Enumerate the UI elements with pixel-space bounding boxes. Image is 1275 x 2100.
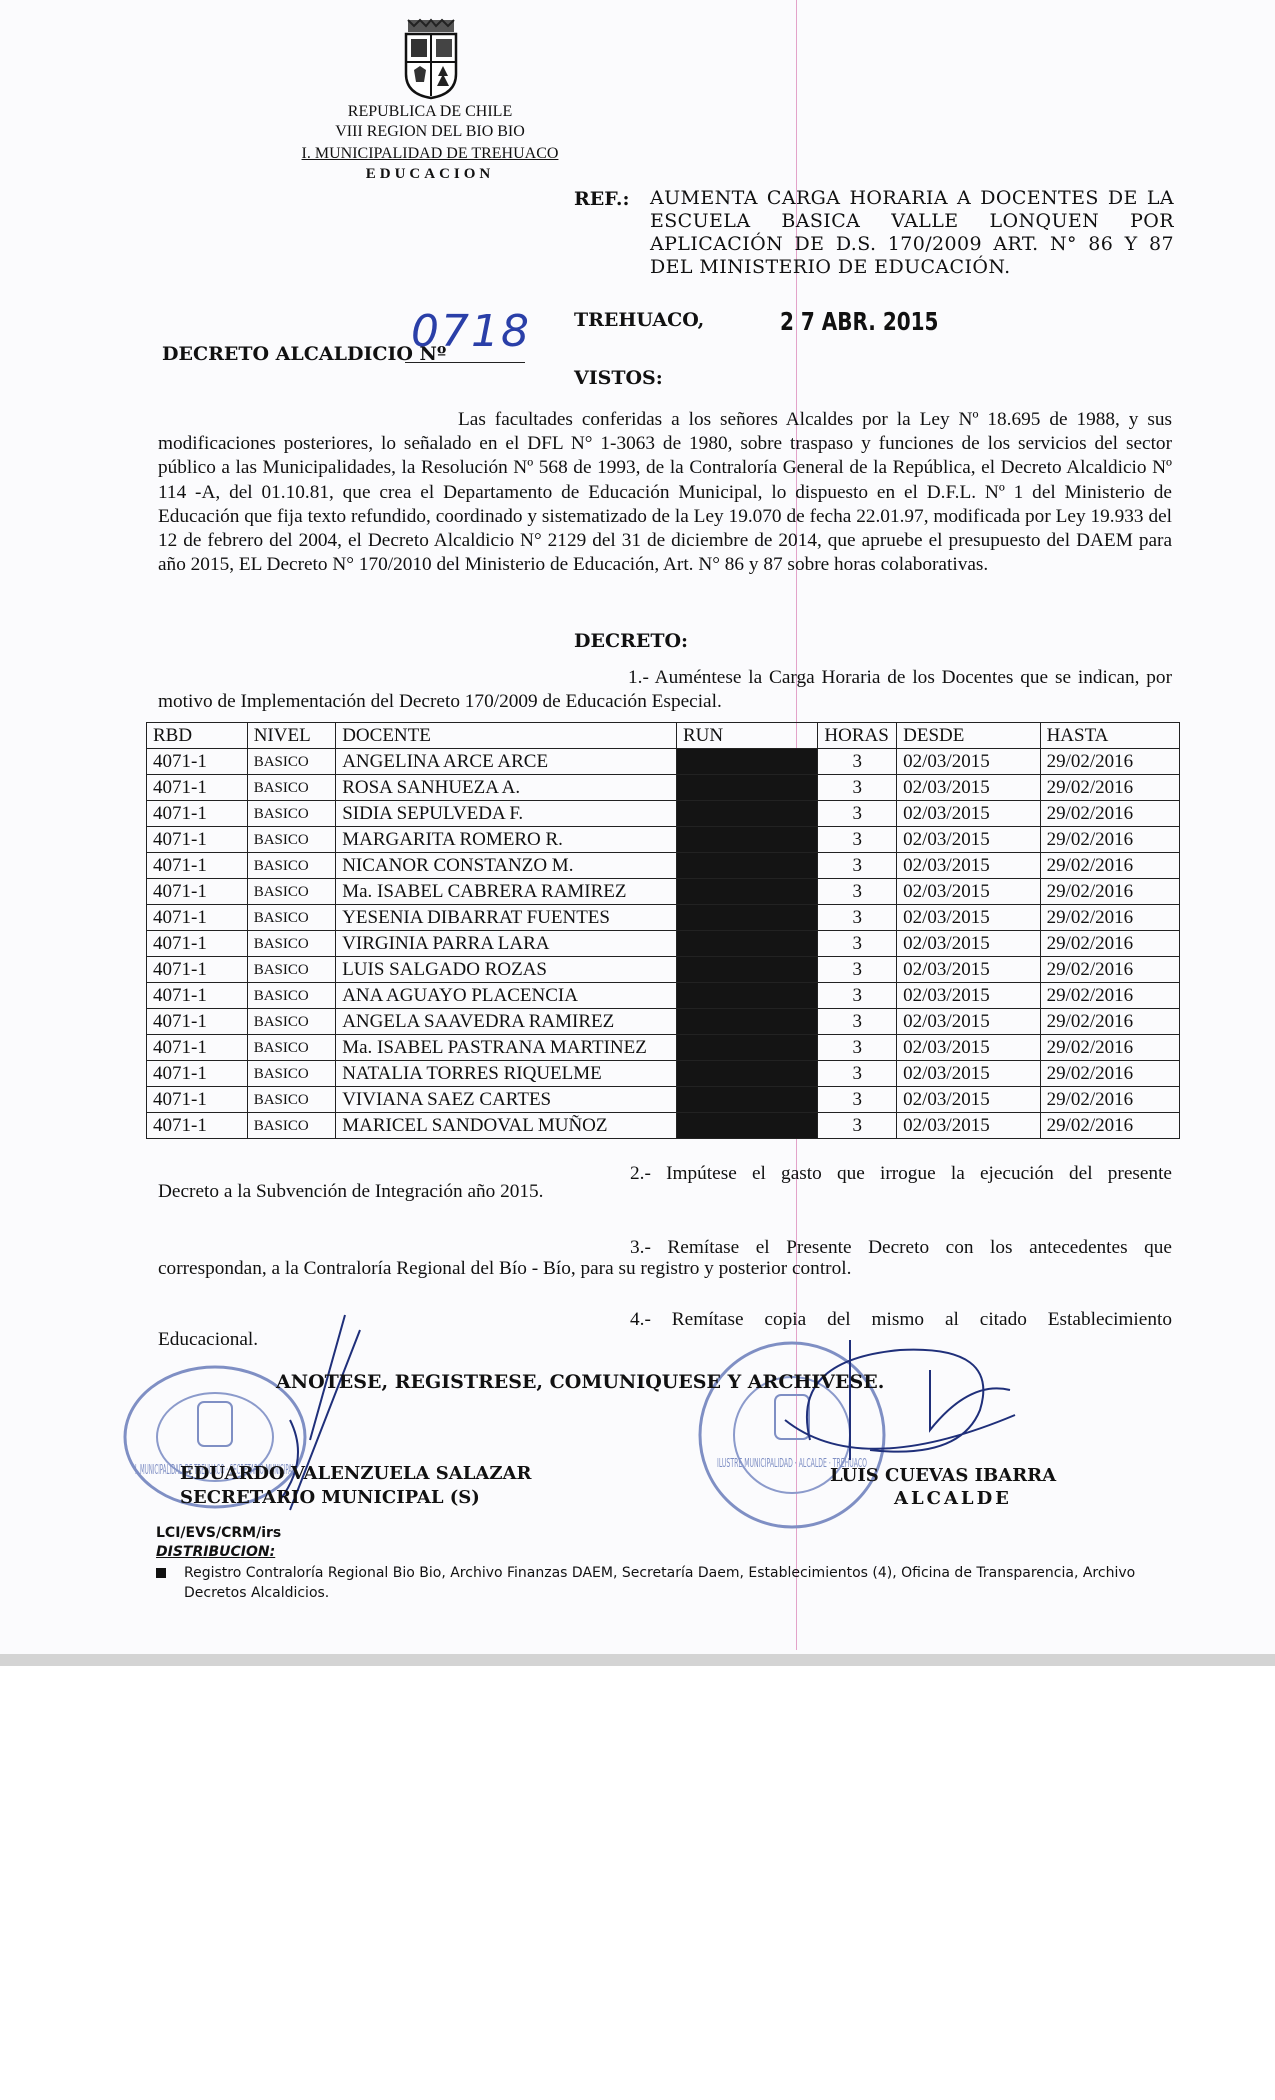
cell-hasta: 29/02/2016 (1040, 1087, 1179, 1113)
cell-run (677, 879, 818, 905)
decreto-item-3a: 3.- Remítase el Presente Decreto con los antecedentes que (630, 1237, 1172, 1258)
table-row (147, 1061, 1180, 1087)
cell-nivel: BASICO (247, 827, 336, 853)
cell-docente: SIDIA SEPULVEDA F. (336, 801, 677, 827)
cell-docente: Ma. ISABEL CABRERA RAMIREZ (336, 879, 677, 905)
cell-rbd: 4071-1 (147, 853, 248, 879)
cell-run (677, 931, 818, 957)
cell-nivel: BASICO (247, 1113, 336, 1139)
cell-nivel: BASICO (247, 983, 336, 1009)
place: TREHUACO, (574, 309, 705, 331)
cell-horas: 3 (818, 749, 897, 775)
cell-docente: ANGELINA ARCE ARCE (336, 749, 677, 775)
cell-desde: 02/03/2015 (897, 801, 1040, 827)
cell-rbd: 4071-1 (147, 905, 248, 931)
cell-horas: 3 (818, 931, 897, 957)
cell-nivel: BASICO (247, 749, 336, 775)
cell-rbd: 4071-1 (147, 931, 248, 957)
cell-rbd: 4071-1 (147, 775, 248, 801)
cell-horas: 3 (818, 1061, 897, 1087)
cell-run (677, 853, 818, 879)
cell-hasta: 29/02/2016 (1040, 1035, 1179, 1061)
cell-horas: 3 (818, 1087, 897, 1113)
cell-nivel: BASICO (247, 1035, 336, 1061)
mayor-signature (780, 1320, 1020, 1480)
cell-desde: 02/03/2015 (897, 1113, 1040, 1139)
table-row (147, 1009, 1180, 1035)
cell-run (677, 1009, 818, 1035)
table-row (147, 827, 1180, 853)
col-horas: HORAS (818, 723, 897, 749)
decreto-item-4b: Educacional. (158, 1329, 259, 1350)
cell-run (677, 1113, 818, 1139)
col-run: RUN (677, 723, 818, 749)
decreto-heading: DECRETO: (574, 630, 689, 652)
cell-rbd: 4071-1 (147, 1009, 248, 1035)
table-row (147, 983, 1180, 1009)
decree-number-line (405, 306, 531, 363)
table-row (147, 801, 1180, 827)
bullet-icon (156, 1568, 166, 1578)
cell-desde: 02/03/2015 (897, 827, 1040, 853)
table-row (147, 1113, 1180, 1139)
table-row (147, 905, 1180, 931)
cell-nivel: BASICO (247, 879, 336, 905)
cell-horas: 3 (818, 853, 897, 879)
table-row (147, 879, 1180, 905)
table-row (147, 749, 1180, 775)
cell-run (677, 983, 818, 1009)
cell-nivel: BASICO (247, 905, 336, 931)
region-line: VIII REGION DEL BIO BIO (335, 123, 525, 140)
cell-hasta: 29/02/2016 (1040, 853, 1179, 879)
cell-hasta: 29/02/2016 (1040, 905, 1179, 931)
cell-nivel: BASICO (247, 1061, 336, 1087)
cell-desde: 02/03/2015 (897, 879, 1040, 905)
cell-docente: MARICEL SANDOVAL MUÑOZ (336, 1113, 677, 1139)
vistos-text: Las facultades conferidas a los señores Alcaldes por la Ley Nº 18.695 de 1988, y sus modificaciones posteriores, lo señalado en el DFL N° 1-3063 de 1980, sobre traspaso y funciones de los servicios del sector público a las Municipalidades, la Resolución Nº 568 de 1993, de la Contraloría General de la República, el Decreto Alcaldicio Nº 114 -A, del 01.10.81, que crea el Departamento de Educación Municipal, lo dispuesto en el D.F.L. Nº 1 del Ministerio de Educación que fija texto refundido, coordinado y sistematizado de la Ley 19.070 de fecha 22.01.97, modificada por Ley 19.933 del 12 de febrero del 2004, el Decreto Alcaldicio N° 2129 del 31 de diciembre de 2014, que apruebe el presupuesto del DAEM para año 2015, EL Decreto N° 170/2010 del Ministerio de Educación, Art. N° 86 y 87 sobre horas colaborativas. (158, 409, 1172, 576)
cell-nivel: BASICO (247, 1087, 336, 1113)
ref-text: AUMENTA CARGA HORARIA A DOCENTES DE LA ESCUELA BASICA VALLE LONQUEN POR APLICACIÓN DE D.S. 170/2009 ART. N° 86 Y 87 DEL MINISTERIO DE EDUCACIÓN. (650, 187, 1174, 278)
cell-hasta: 29/02/2016 (1040, 1113, 1179, 1139)
scan-edge (0, 1654, 1275, 1666)
cell-horas: 3 (818, 1009, 897, 1035)
secretary-name: EDUARDO VALENZUELA SALAZAR (180, 1463, 532, 1484)
cell-run (677, 1061, 818, 1087)
cell-run (677, 775, 818, 801)
cell-nivel: BASICO (247, 775, 336, 801)
municipality-line: I. MUNICIPALIDAD DE TREHUACO (301, 145, 559, 162)
cell-run (677, 801, 818, 827)
cell-docente: MARGARITA ROMERO R. (336, 827, 677, 853)
cell-hasta: 29/02/2016 (1040, 957, 1179, 983)
cell-nivel: BASICO (247, 853, 336, 879)
decree-number-handwritten: 0718 (411, 306, 531, 357)
cell-rbd: 4071-1 (147, 749, 248, 775)
cell-hasta: 29/02/2016 (1040, 879, 1179, 905)
cell-hasta: 29/02/2016 (1040, 775, 1179, 801)
cell-rbd: 4071-1 (147, 827, 248, 853)
cell-docente: ANGELA SAAVEDRA RAMIREZ (336, 1009, 677, 1035)
table-row (147, 957, 1180, 983)
cell-rbd: 4071-1 (147, 1061, 248, 1087)
closing-formula: ANOTESE, REGISTRESE, COMUNIQUESE Y ARCHIVESE. (276, 1371, 885, 1393)
cell-run (677, 827, 818, 853)
cell-desde: 02/03/2015 (897, 749, 1040, 775)
cell-desde: 02/03/2015 (897, 957, 1040, 983)
cell-desde: 02/03/2015 (897, 931, 1040, 957)
cell-horas: 3 (818, 905, 897, 931)
cell-run (677, 749, 818, 775)
cell-nivel: BASICO (247, 957, 336, 983)
distribution-text: Registro Contraloría Regional Bio Bio, Archivo Finanzas DAEM, Secretaría Daem, Establecimientos (4), Oficina de Transparencia, Archivo Decretos Alcaldicios. (184, 1565, 1136, 1601)
distribution-label: DISTRIBUCION: (156, 1544, 276, 1560)
stamp-left-text: I. MUNICIPALIDAD DE TREHUACO · SECRETARIO MUNICIPAL (135, 1463, 296, 1478)
cell-horas: 3 (818, 1113, 897, 1139)
cell-hasta: 29/02/2016 (1040, 749, 1179, 775)
cell-rbd: 4071-1 (147, 983, 248, 1009)
cell-hasta: 29/02/2016 (1040, 1009, 1179, 1035)
col-nivel: NIVEL (247, 723, 336, 749)
cell-desde: 02/03/2015 (897, 853, 1040, 879)
cell-docente: LUIS SALGADO ROZAS (336, 957, 677, 983)
col-hasta: HASTA (1040, 723, 1179, 749)
decreto-item-4a: 4.- Remítase copia del mismo al citado Establecimiento (630, 1309, 1172, 1330)
cell-horas: 3 (818, 957, 897, 983)
cell-hasta: 29/02/2016 (1040, 983, 1179, 1009)
cell-run (677, 905, 818, 931)
cell-rbd: 4071-1 (147, 1087, 248, 1113)
cell-rbd: 4071-1 (147, 1035, 248, 1061)
secretary-title: SECRETARIO MUNICIPAL (S) (180, 1487, 480, 1508)
cell-docente: VIVIANA SAEZ CARTES (336, 1087, 677, 1113)
decreto-item-2b: Decreto a la Subvención de Integración año 2015. (158, 1181, 544, 1202)
cell-docente: NICANOR CONSTANZO M. (336, 853, 677, 879)
cell-desde: 02/03/2015 (897, 1009, 1040, 1035)
cell-desde: 02/03/2015 (897, 1061, 1040, 1087)
cell-horas: 3 (818, 827, 897, 853)
date-stamp: 2 7 ABR. 2015 (780, 307, 939, 336)
table-row (147, 775, 1180, 801)
cell-horas: 3 (818, 983, 897, 1009)
cell-horas: 3 (818, 879, 897, 905)
cell-rbd: 4071-1 (147, 801, 248, 827)
cell-rbd: 4071-1 (147, 879, 248, 905)
table-header-row (147, 723, 1180, 749)
table-row (147, 931, 1180, 957)
decree-number-label: DECRETO ALCALDICIO Nº (162, 343, 447, 365)
cell-docente: VIRGINIA PARRA LARA (336, 931, 677, 957)
cell-hasta: 29/02/2016 (1040, 931, 1179, 957)
decreto-item-3b: correspondan, a la Contraloría Regional del Bío - Bío, para su registro y posterior control. (158, 1258, 852, 1279)
col-docente: DOCENTE (336, 723, 677, 749)
cell-horas: 3 (818, 801, 897, 827)
cell-run (677, 1035, 818, 1061)
cell-nivel: BASICO (247, 1009, 336, 1035)
mayor-name: LUIS CUEVAS IBARRA (830, 1465, 1057, 1486)
department-line: EDUCACION (365, 166, 495, 182)
cell-docente: NATALIA TORRES RIQUELME (336, 1061, 677, 1087)
cell-run (677, 1087, 818, 1113)
cell-desde: 02/03/2015 (897, 775, 1040, 801)
table-row (147, 1087, 1180, 1113)
cell-docente: ANA AGUAYO PLACENCIA (336, 983, 677, 1009)
cell-hasta: 29/02/2016 (1040, 827, 1179, 853)
table-row (147, 1035, 1180, 1061)
cell-docente: Ma. ISABEL PASTRANA MARTINEZ (336, 1035, 677, 1061)
ref-label: REF.: (574, 188, 630, 210)
cell-docente: YESENIA DIBARRAT FUENTES (336, 905, 677, 931)
stamp-right-text: ILUSTRE MUNICIPALIDAD · ALCALDE · TREHUACO (717, 1456, 867, 1470)
municipal-crest-icon (400, 18, 462, 100)
col-rbd: RBD (147, 723, 248, 749)
cell-desde: 02/03/2015 (897, 1035, 1040, 1061)
cell-run (677, 957, 818, 983)
cell-horas: 3 (818, 775, 897, 801)
col-desde: DESDE (897, 723, 1040, 749)
teachers-table (146, 722, 1180, 1139)
cell-hasta: 29/02/2016 (1040, 801, 1179, 827)
cell-desde: 02/03/2015 (897, 983, 1040, 1009)
mayor-title: ALCALDE (894, 1488, 1012, 1509)
vistos-heading: VISTOS: (574, 367, 663, 389)
cell-nivel: BASICO (247, 931, 336, 957)
cell-rbd: 4071-1 (147, 1113, 248, 1139)
country-line: REPUBLICA DE CHILE (347, 103, 513, 120)
cell-desde: 02/03/2015 (897, 1087, 1040, 1113)
cell-rbd: 4071-1 (147, 957, 248, 983)
cell-nivel: BASICO (247, 801, 336, 827)
cell-docente: ROSA SANHUEZA A. (336, 775, 677, 801)
cell-desde: 02/03/2015 (897, 905, 1040, 931)
table-row (147, 853, 1180, 879)
cell-hasta: 29/02/2016 (1040, 1061, 1179, 1087)
initials: LCI/EVS/CRM/irs (156, 1525, 282, 1541)
decreto-item-1: 1.- Auméntese la Carga Horaria de los Docentes que se indican, por motivo de Implementación del Decreto 170/2009 de Educación Especial. (158, 667, 1172, 713)
decreto-item-2a: 2.- Impútese el gasto que irrogue la ejecución del presente (630, 1163, 1172, 1184)
cell-horas: 3 (818, 1035, 897, 1061)
